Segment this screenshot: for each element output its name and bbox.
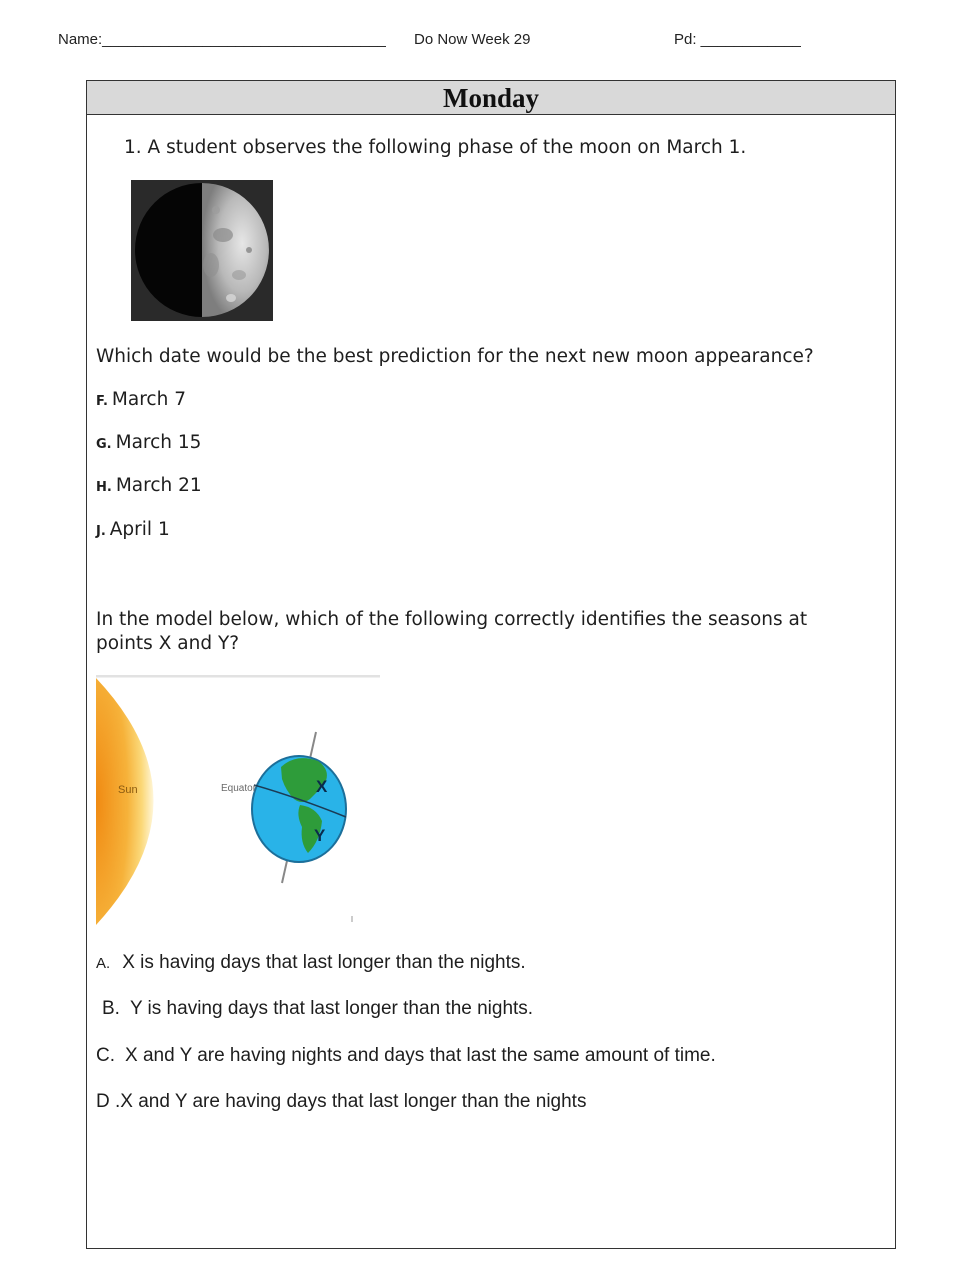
day-header-bar	[87, 81, 895, 115]
option-text: April 1	[109, 519, 170, 540]
option-letter: F.	[96, 394, 108, 409]
option-f[interactable]	[96, 389, 186, 410]
point-x-label: X	[316, 777, 328, 796]
option-c[interactable]	[96, 1045, 716, 1067]
option-letter: B.	[102, 998, 120, 1019]
option-h[interactable]	[96, 475, 202, 496]
option-b[interactable]	[102, 998, 533, 1020]
day-title: Monday	[442, 83, 540, 113]
earth-sun-diagram	[96, 675, 380, 927]
worksheet-title: Do Now Week 29	[414, 31, 531, 48]
option-text: March 15	[115, 432, 202, 453]
question-1-stem: 1. A student observes the following phase of the moon on March 1.	[124, 137, 747, 158]
period-field[interactable]: Pd: ____________	[674, 31, 801, 48]
option-letter: C.	[96, 1045, 115, 1066]
option-a[interactable]	[96, 952, 526, 974]
earth-sun-model-image	[96, 675, 380, 927]
option-text: X and Y are having nights and days that last the same amount of time.	[125, 1045, 716, 1066]
moon-phase-image	[131, 180, 273, 321]
option-letter: G.	[96, 437, 112, 452]
option-letter: H.	[96, 480, 112, 495]
option-letter: D .	[96, 1091, 121, 1112]
moon-first-quarter-icon	[131, 180, 273, 321]
name-field[interactable]: Name:__________________________________	[58, 31, 386, 48]
sun-label: Sun	[118, 784, 138, 796]
option-text: March 21	[115, 475, 202, 496]
option-letter: A.	[96, 955, 111, 972]
option-text: X and Y are having days that last longer than the nights	[120, 1091, 587, 1112]
option-letter: J.	[96, 524, 106, 539]
option-text: March 7	[111, 389, 186, 410]
point-y-label: Y	[314, 826, 326, 845]
question-1-prompt: Which date would be the best prediction for the next new moon appearance?	[96, 346, 814, 367]
option-g[interactable]	[96, 432, 201, 453]
option-text: X is having days that last longer than the nights.	[122, 952, 526, 973]
equator-label: Equator	[221, 783, 257, 794]
option-d[interactable]	[96, 1091, 586, 1113]
option-j[interactable]	[96, 519, 170, 540]
option-text: Y is having days that last longer than the nights.	[129, 998, 534, 1019]
sun-shape	[96, 678, 154, 925]
question-2-stem: In the model below, which of the following correctly identifies the seasons at points X and Y?	[96, 609, 808, 654]
